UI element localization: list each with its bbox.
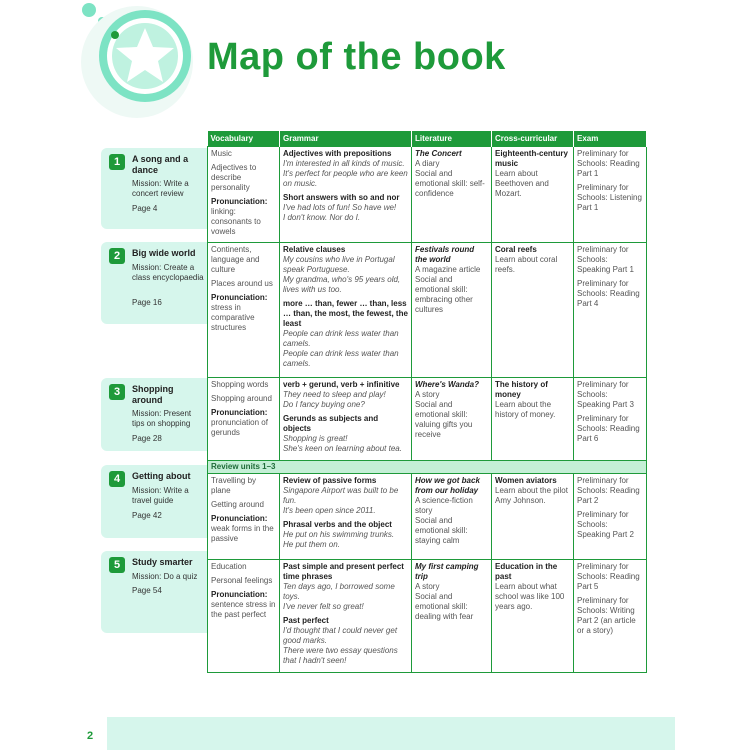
- vocabulary-item: Education: [211, 562, 247, 571]
- grammar-example: I've had lots of fun! So have we!: [283, 203, 397, 212]
- unit-title: Getting about: [132, 471, 191, 481]
- pronunciation-label: Pronunciation:: [211, 514, 268, 523]
- exam-cell: [574, 474, 647, 560]
- literature-title: My first camping trip: [415, 562, 479, 581]
- column-header-vocabulary: Vocabulary: [208, 131, 280, 147]
- grammar-cell: [280, 474, 412, 560]
- exam-item: Preliminary for Schools: Reading Part 1: [577, 149, 640, 178]
- unit-title: Study smarter: [132, 557, 193, 567]
- exam-item: Preliminary for Schools: Reading Part 5: [577, 562, 640, 591]
- grammar-example: It's been open since 2011.: [283, 506, 376, 515]
- grammar-example: My grandma, who's 95 years old, lives with us too.: [283, 275, 401, 294]
- grammar-heading: Relative clauses: [283, 245, 346, 254]
- literature-cell: [412, 474, 492, 560]
- table-row: [208, 243, 647, 378]
- pronunciation-label: Pronunciation:: [211, 293, 268, 302]
- cross-curricular-cell: [492, 243, 574, 378]
- unit-mission: Mission: Do a quiz: [132, 572, 198, 581]
- column-header-literature: Literature: [412, 131, 492, 147]
- literature-line: Social and emotional skill: dealing with fear: [415, 592, 474, 621]
- cross-curricular-title: Education in the past: [495, 562, 558, 581]
- exam-item: Preliminary for Schools: Speaking Part 3: [577, 380, 634, 409]
- literature-line: A magazine article: [415, 265, 481, 274]
- literature-line: Social and emotional skill: self-confidence: [415, 169, 485, 198]
- map-table-container: [207, 131, 646, 673]
- cross-curricular-text: Learn about coral reefs.: [495, 255, 558, 274]
- grammar-example: I'd thought that I could never get good marks.: [283, 626, 398, 645]
- grammar-heading: Adjectives with prepositions: [283, 149, 392, 158]
- pronunciation-text: sentence stress in the past perfect: [211, 600, 276, 619]
- grammar-block: [283, 414, 408, 454]
- grammar-example: Ten days ago, I borrowed some toys.: [283, 582, 395, 601]
- page-number: 2: [87, 730, 94, 742]
- exam-item: Preliminary for Schools: Writing Part 2 (an article or a story): [577, 596, 636, 635]
- grammar-heading: verb + gerund, verb + infinitive: [283, 380, 400, 389]
- unit-mission: Mission: Present tips on shopping: [132, 409, 192, 428]
- unit-page: Page 4: [132, 204, 158, 213]
- cross-curricular-cell: [492, 560, 574, 673]
- unit-number: 1: [109, 154, 125, 170]
- review-label: Review units 1–3: [208, 461, 647, 474]
- grammar-example: He put on his swimming trunks.: [283, 530, 395, 539]
- pronunciation-text: weak forms in the passive: [211, 524, 274, 543]
- footer-band: [75, 717, 675, 750]
- grammar-block: [283, 476, 408, 516]
- exam-item: Preliminary for Schools: Reading Part 6: [577, 414, 640, 443]
- vocabulary-item: Travelling by plane: [211, 476, 257, 495]
- exam-item: Preliminary for Schools: Speaking Part 1: [577, 245, 634, 274]
- column-header-grammar: Grammar: [280, 131, 412, 147]
- unit-tab-4: [101, 465, 207, 538]
- star-badge-icon: [75, 0, 195, 125]
- unit-number: 4: [109, 471, 125, 487]
- literature-line: A science-fiction story: [415, 496, 473, 515]
- grammar-heading: Phrasal verbs and the object: [283, 520, 392, 529]
- table-row: [208, 474, 647, 560]
- grammar-block: [283, 520, 408, 550]
- vocabulary-item: Places around us: [211, 279, 273, 288]
- vocabulary-item: Personal feelings: [211, 576, 273, 585]
- vocabulary-item: Shopping words: [211, 380, 269, 389]
- literature-cell: [412, 243, 492, 378]
- vocabulary-cell: [208, 147, 280, 243]
- unit-tab-3: [101, 378, 207, 451]
- unit-mission: Mission: Create a class encyclopaedia: [132, 263, 204, 282]
- grammar-example: It's perfect for people who are keen on music.: [283, 169, 408, 188]
- unit-title: Big wide world: [132, 248, 196, 258]
- cross-curricular-title: The history of money: [495, 380, 548, 399]
- exam-cell: [574, 560, 647, 673]
- unit-tab-2: [101, 242, 207, 324]
- grammar-cell: [280, 378, 412, 461]
- grammar-cell: [280, 147, 412, 243]
- grammar-example: People can drink less water than camels.: [283, 349, 399, 368]
- cross-curricular-cell: [492, 378, 574, 461]
- vocabulary-item: Shopping around: [211, 394, 272, 403]
- grammar-example: I don't know. Nor do I.: [283, 213, 361, 222]
- grammar-block: [283, 245, 408, 295]
- grammar-example: I'm interested in all kinds of music.: [283, 159, 405, 168]
- literature-line: A story: [415, 582, 440, 591]
- literature-cell: [412, 147, 492, 243]
- grammar-heading: Short answers with so and nor: [283, 193, 400, 202]
- grammar-example: Shopping is great!: [283, 434, 348, 443]
- grammar-example: I've never felt so great!: [283, 602, 364, 611]
- unit-page: Page 54: [132, 586, 162, 595]
- literature-line: A story: [415, 390, 440, 399]
- grammar-heading: Review of passive forms: [283, 476, 377, 485]
- unit-mission: Mission: Write a travel guide: [132, 486, 189, 505]
- unit-mission: Mission: Write a concert review: [132, 179, 189, 198]
- pronunciation-label: Pronunciation:: [211, 197, 268, 206]
- cross-curricular-text: Learn about the pilot Amy Johnson.: [495, 486, 568, 505]
- vocabulary-item: Continents, language and culture: [211, 245, 260, 274]
- exam-item: Preliminary for Schools: Reading Part 4: [577, 279, 640, 308]
- page-title: Map of the book: [207, 36, 506, 78]
- unit-number: 3: [109, 384, 125, 400]
- unit-title: Shopping around: [132, 384, 174, 405]
- grammar-example: People can drink less water than camels.: [283, 329, 399, 348]
- vocabulary-cell: [208, 378, 280, 461]
- grammar-cell: [280, 560, 412, 673]
- vocabulary-cell: [208, 243, 280, 378]
- unit-tab-1: [101, 148, 207, 229]
- cross-curricular-title: Women aviators: [495, 476, 557, 485]
- vocabulary-item: Adjectives to describe personality: [211, 163, 257, 192]
- unit-page: Page 28: [132, 434, 162, 443]
- pronunciation-text: stress in comparative structures: [211, 303, 255, 332]
- grammar-block: [283, 193, 408, 223]
- vocabulary-cell: [208, 560, 280, 673]
- cross-curricular-cell: [492, 147, 574, 243]
- grammar-block: [283, 616, 408, 666]
- exam-item: Preliminary for Schools: Listening Part 1: [577, 183, 642, 212]
- vocabulary-item: Music: [211, 149, 232, 158]
- table-row: [208, 560, 647, 673]
- table-header-row: [208, 131, 647, 147]
- grammar-example: My cousins who live in Portugal speak Portuguese.: [283, 255, 395, 274]
- literature-cell: [412, 560, 492, 673]
- cross-curricular-title: Coral reefs: [495, 245, 537, 254]
- unit-tab-5: [101, 551, 207, 633]
- cross-curricular-text: Learn about the history of money.: [495, 400, 556, 419]
- grammar-example: Do I fancy buying one?: [283, 400, 365, 409]
- unit-number: 2: [109, 248, 125, 264]
- exam-cell: [574, 378, 647, 461]
- vocabulary-cell: [208, 474, 280, 560]
- cross-curricular-title: Eighteenth-century music: [495, 149, 568, 168]
- exam-cell: [574, 147, 647, 243]
- table-row: [208, 378, 647, 461]
- literature-line: Social and emotional skill: valuing gifts you receive: [415, 400, 473, 439]
- grammar-heading: Past perfect: [283, 616, 329, 625]
- column-header-cross-curricular: Cross-curricular: [492, 131, 574, 147]
- grammar-example: There were two essay questions that I hadn't seen!: [283, 646, 398, 665]
- exam-item: Preliminary for Schools: Reading Part 2: [577, 476, 640, 505]
- unit-page: Page 16: [132, 298, 162, 307]
- grammar-block: [283, 380, 408, 410]
- grammar-heading: Past simple and present perfect time phrases: [283, 562, 404, 581]
- pronunciation-text: linking: consonants to vowels: [211, 207, 261, 236]
- pronunciation-label: Pronunciation:: [211, 590, 268, 599]
- unit-page: Page 42: [132, 511, 162, 520]
- pronunciation-text: pronunciation of gerunds: [211, 418, 268, 437]
- pronunciation-label: Pronunciation:: [211, 408, 268, 417]
- unit-number: 5: [109, 557, 125, 573]
- grammar-example: He put them on.: [283, 540, 340, 549]
- exam-cell: [574, 243, 647, 378]
- cross-curricular-text: Learn about Beethoven and Mozart.: [495, 169, 549, 198]
- grammar-example: They need to sleep and play!: [283, 390, 386, 399]
- grammar-block: [283, 299, 408, 369]
- vocabulary-item: Getting around: [211, 500, 264, 509]
- grammar-block: [283, 149, 408, 189]
- literature-title: Where's Wanda?: [415, 380, 479, 389]
- review-row: [208, 461, 647, 474]
- grammar-example: Singapore Airport was built to be fun.: [283, 486, 399, 505]
- cross-curricular-cell: [492, 474, 574, 560]
- grammar-example: She's keen on learning about tea.: [283, 444, 402, 453]
- grammar-block: [283, 562, 408, 612]
- literature-title: The Concert: [415, 149, 462, 158]
- literature-cell: [412, 378, 492, 461]
- cross-curricular-text: Learn about what school was like 100 years ago.: [495, 582, 565, 611]
- unit-title: A song and a dance: [132, 154, 189, 175]
- literature-line: Social and emotional skill: embracing other cultures: [415, 275, 473, 314]
- literature-line: Social and emotional skill: staying calm: [415, 516, 468, 545]
- grammar-heading: more … than, fewer … than, less … than, the most, the fewest, the least: [283, 299, 408, 328]
- literature-line: A diary: [415, 159, 440, 168]
- map-table: [207, 131, 647, 673]
- exam-item: Preliminary for Schools: Speaking Part 2: [577, 510, 634, 539]
- literature-title: Festivals round the world: [415, 245, 475, 264]
- grammar-heading: Gerunds as subjects and objects: [283, 414, 379, 433]
- table-row: [208, 147, 647, 243]
- column-header-exam: Exam: [574, 131, 647, 147]
- literature-title: How we got back from our holiday: [415, 476, 480, 495]
- grammar-cell: [280, 243, 412, 378]
